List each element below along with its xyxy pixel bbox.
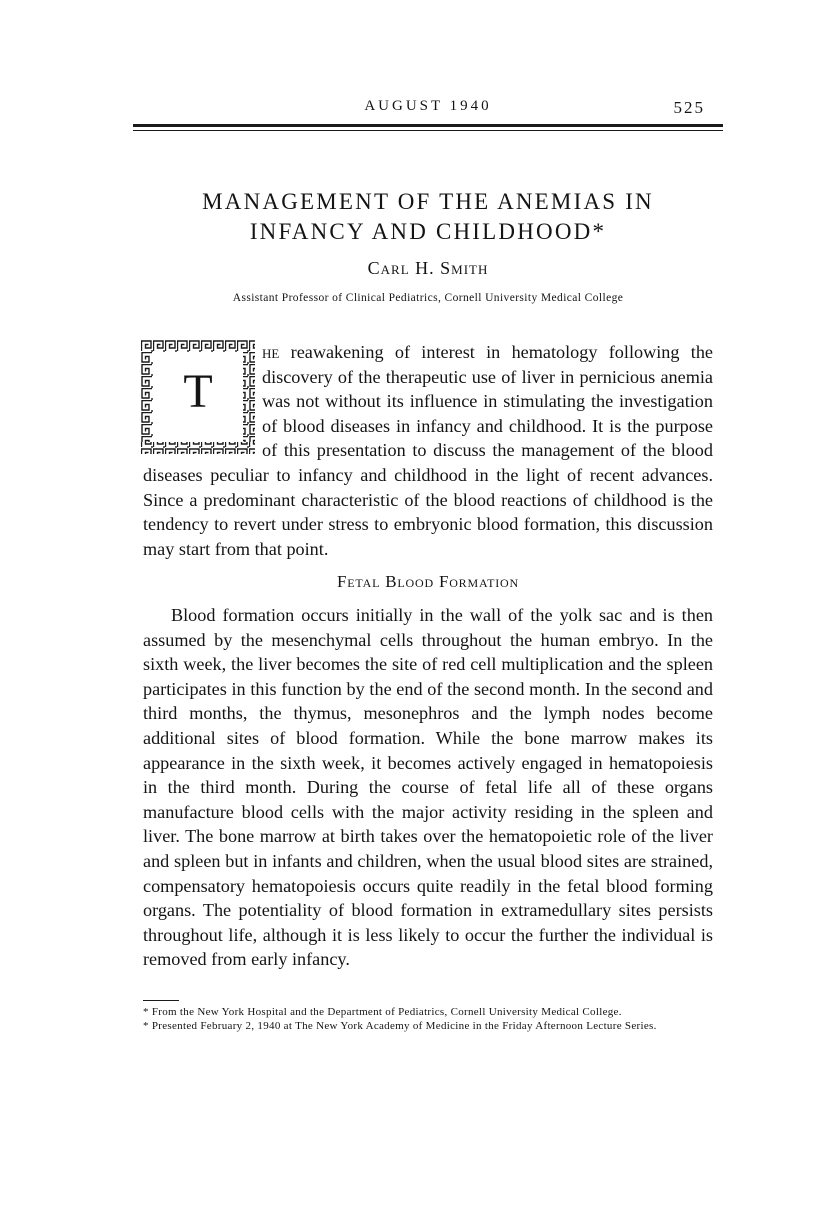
running-head (143, 98, 713, 120)
running-head-date: AUGUST 1940 (364, 98, 492, 114)
dropcap-letter: T (183, 365, 213, 418)
author-affiliation: Assistant Professor of Clinical Pediatrics, Cornell University Medical College (232, 292, 624, 304)
footnote-item: * From the New York Hospital and the Department of Pediatrics, Cornell University Medical College. (143, 1006, 622, 1018)
page-number: 525 (673, 98, 705, 117)
section-heading: Fetal Blood Formation (337, 572, 519, 591)
footnote-rule (143, 1000, 179, 1001)
intro-paragraph (143, 340, 713, 561)
section-paragraph: Blood formation occurs initially in the wall of the yolk sac and is then assumed by the mesenchymal cells throughout the human embryo. In the sixth week, the liver becomes the site of red cell multiplication and the spleen participates in this function by the end of the second month. In the second and third months, the thymus, mesonephros and the lymph nodes become additional sites of blood formation. While the bone marrow makes its appearance in the sixth week, it becomes actively engaged in hematopoiesis in the third month. During the course of fetal life all of these organs manufacture blood cells with the major activity residing in the spleen and liver. The bone marrow at birth takes over the hematopoietic role of the liver and spleen but in infants and children, when the usual blood sites are strained, compensatory hematopoiesis occurs quite readily in the fetal blood forming organs. The potentiality of blood formation in extramedullary sites persists throughout life, although it is less likely to occur the further the individual is removed from early infancy. (143, 605, 713, 970)
header-rule-thin (133, 130, 723, 131)
author-name: Carl H. Smith (367, 258, 489, 278)
dropcap-spacer (143, 340, 262, 462)
intro-text: reawakening of interest in hematology following the discovery of the therapeutic use of liver in pernicious anemia was not without its influence in stimulating the investigation of blood diseases in infancy and childhood. It is the purpose of this presentation to discuss the management of the blood diseases peculiar to infancy and childhood in the light of recent advances. Since a predominant characteristic of the blood reactions of childhood is the tendency to revert under stress to embryonic blood formation, this discussion may start from that point. (143, 342, 713, 559)
footnotes (143, 1006, 713, 1033)
header-rule-thick (133, 124, 723, 127)
footnote-item: * Presented February 2, 1940 at The New York Academy of Medicine in the Friday Afternoon Lecture Series. (143, 1019, 657, 1032)
intro-lead-smallcaps: he (262, 342, 280, 362)
article-title: MANAGEMENT OF THE ANEMIAS IN INFANCY AND CHILDHOOD* (202, 189, 654, 244)
